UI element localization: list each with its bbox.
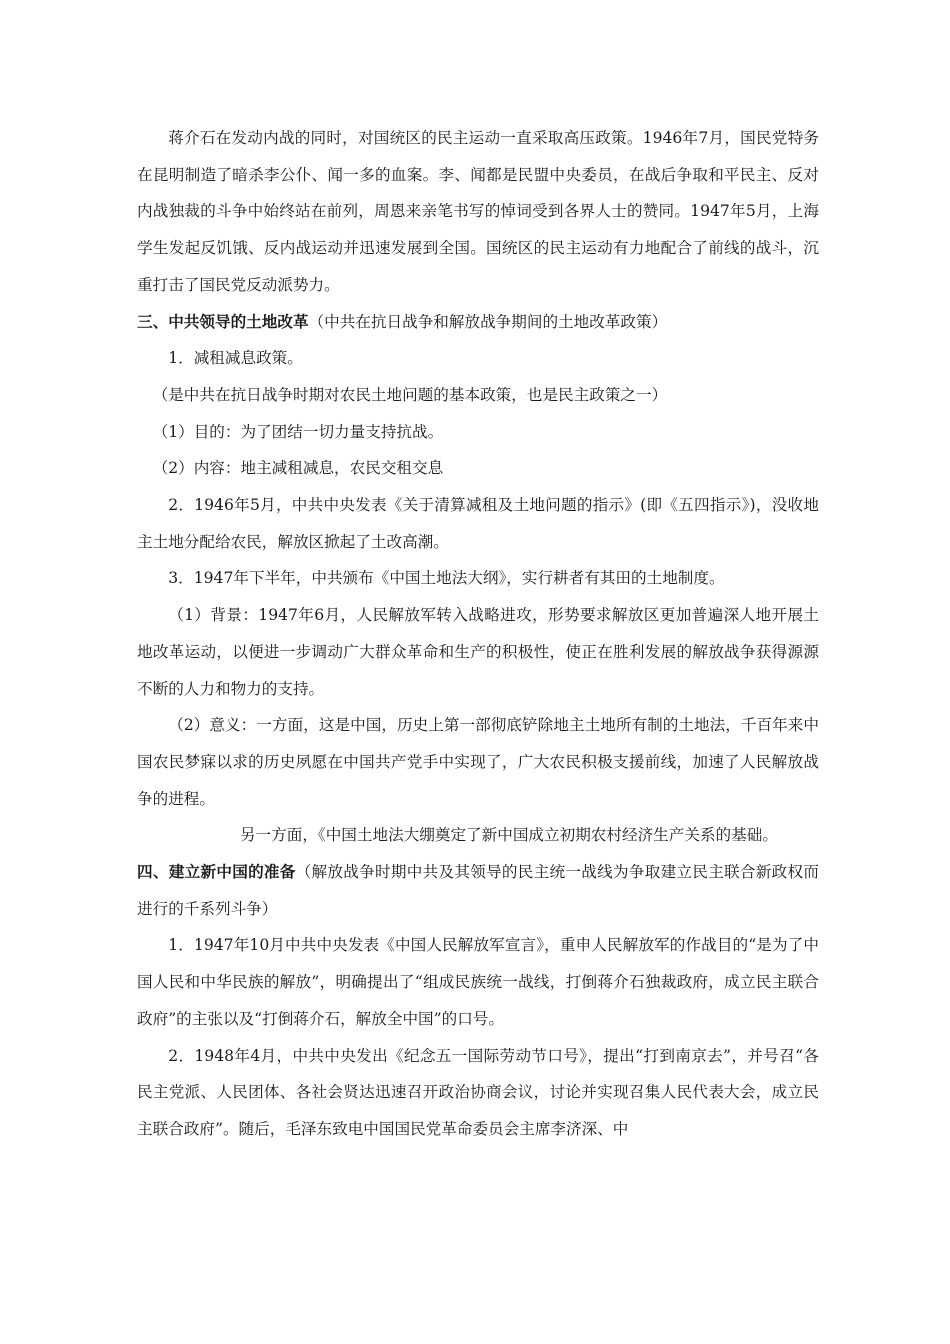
item-1-content: （2）内容：地主减租减息，农民交租交息	[152, 459, 444, 478]
item-3-background: （1）背景：1947年6月，人民解放军转入战略进攻，形势要求解放区更加普遍深人地开展土地改革运动，以便进一步调动广大群众革命和生产的积极性，使正在胜利发展的解放战争获得源源不断的人力和物力的支持。	[137, 606, 819, 698]
section-3-note: （中共在抗日战争和解放战争期间的土地改革政策）	[308, 312, 668, 331]
document-body	[137, 120, 819, 1148]
item-3-land-law: 3．1947年下半年，中共颁布《中国土地法大纲》，实行耕者有其田的土地制度。	[168, 569, 725, 588]
item-1-rent-reduction: 1．减租减息政策。	[168, 349, 303, 368]
section-4-title: 四、建立新中国的准备	[137, 862, 296, 882]
section-4-note: （解放战争时期中共及其领导的民主统一战线为争取建立民主联合新政权而进行的千系列斗争）	[137, 863, 819, 918]
paragraph-kmt-repression: 蒋介石在发动内战的同时，对国统区的民主运动一直采取高压政策。1946年7月，国民党特务在昆明制造了暗杀李公仆、闻一多的血案。李、闻都是民盟中央委员，在战后争取和平民主、反对内战独裁的斗争中始终站在前列，周恩来亲笔书写的悼词受到各界人士的赞同。1947年5月，上海学生发起反饥饿、反内战运动并迅速发展到全国。国统区的民主运动有力地配合了前线的战斗，沉重打击了国民党反动派势力。	[137, 129, 819, 294]
section-4-heading	[137, 854, 819, 927]
section-3-title: 三、中共领导的土地改革	[137, 311, 309, 331]
item-3-significance-continued: 另一方面，《中国土地法大绷奠定了新中国成立初期农村经济生产关系的基础。	[239, 826, 778, 845]
item-1-purpose: （1）目的：为了团结一切力量支持抗战。	[152, 422, 444, 441]
item-4-pla-declaration: 1．1947年10月中共中央发表《中国人民解放军宣言》，重申人民解放军的作战目的“是为了中国人民和中华民族的解放”，明确提出了“组成民族统一战线，打倒蒋介石独裁政府，成立民主联合政府”的主张以及“打倒蒋介石，解放全中国”的口号。	[137, 936, 819, 1028]
item-3-significance: （2）意义：一方面，这是中国，历史上第一部彻底铲除地主土地所有制的土地法，千百年来中国农民梦寐以求的历史夙愿在中国共产党手中实现了，广大农民积极支援前线，加速了人民解放战争的进程。	[137, 716, 819, 808]
item-2-may-fourth-directive: 2．1946年5月，中共中央发表《关于清算减租及土地问题的指示》(即《五四指示》)，没收地主土地分配给农民，解放区掀起了土改高潮。	[137, 496, 819, 551]
item-1-note: （是中共在抗日战争时期对农民土地问题的基本政策，也是民主政策之一）	[152, 385, 668, 404]
section-3-heading	[137, 304, 819, 341]
item-5-may-day-slogans: 2．1948年4月，中共中央发出《纪念五一国际劳动节口号》，提出“打到南京去”，并号召“各民主党派、人民团体、各社会贤达迅速召开政治协商会议，讨论并实现召集人民代表大会，成立民主联合政府”。随后，毛泽东致电中国国民党革命委员会主席李济深、中	[137, 1046, 819, 1138]
